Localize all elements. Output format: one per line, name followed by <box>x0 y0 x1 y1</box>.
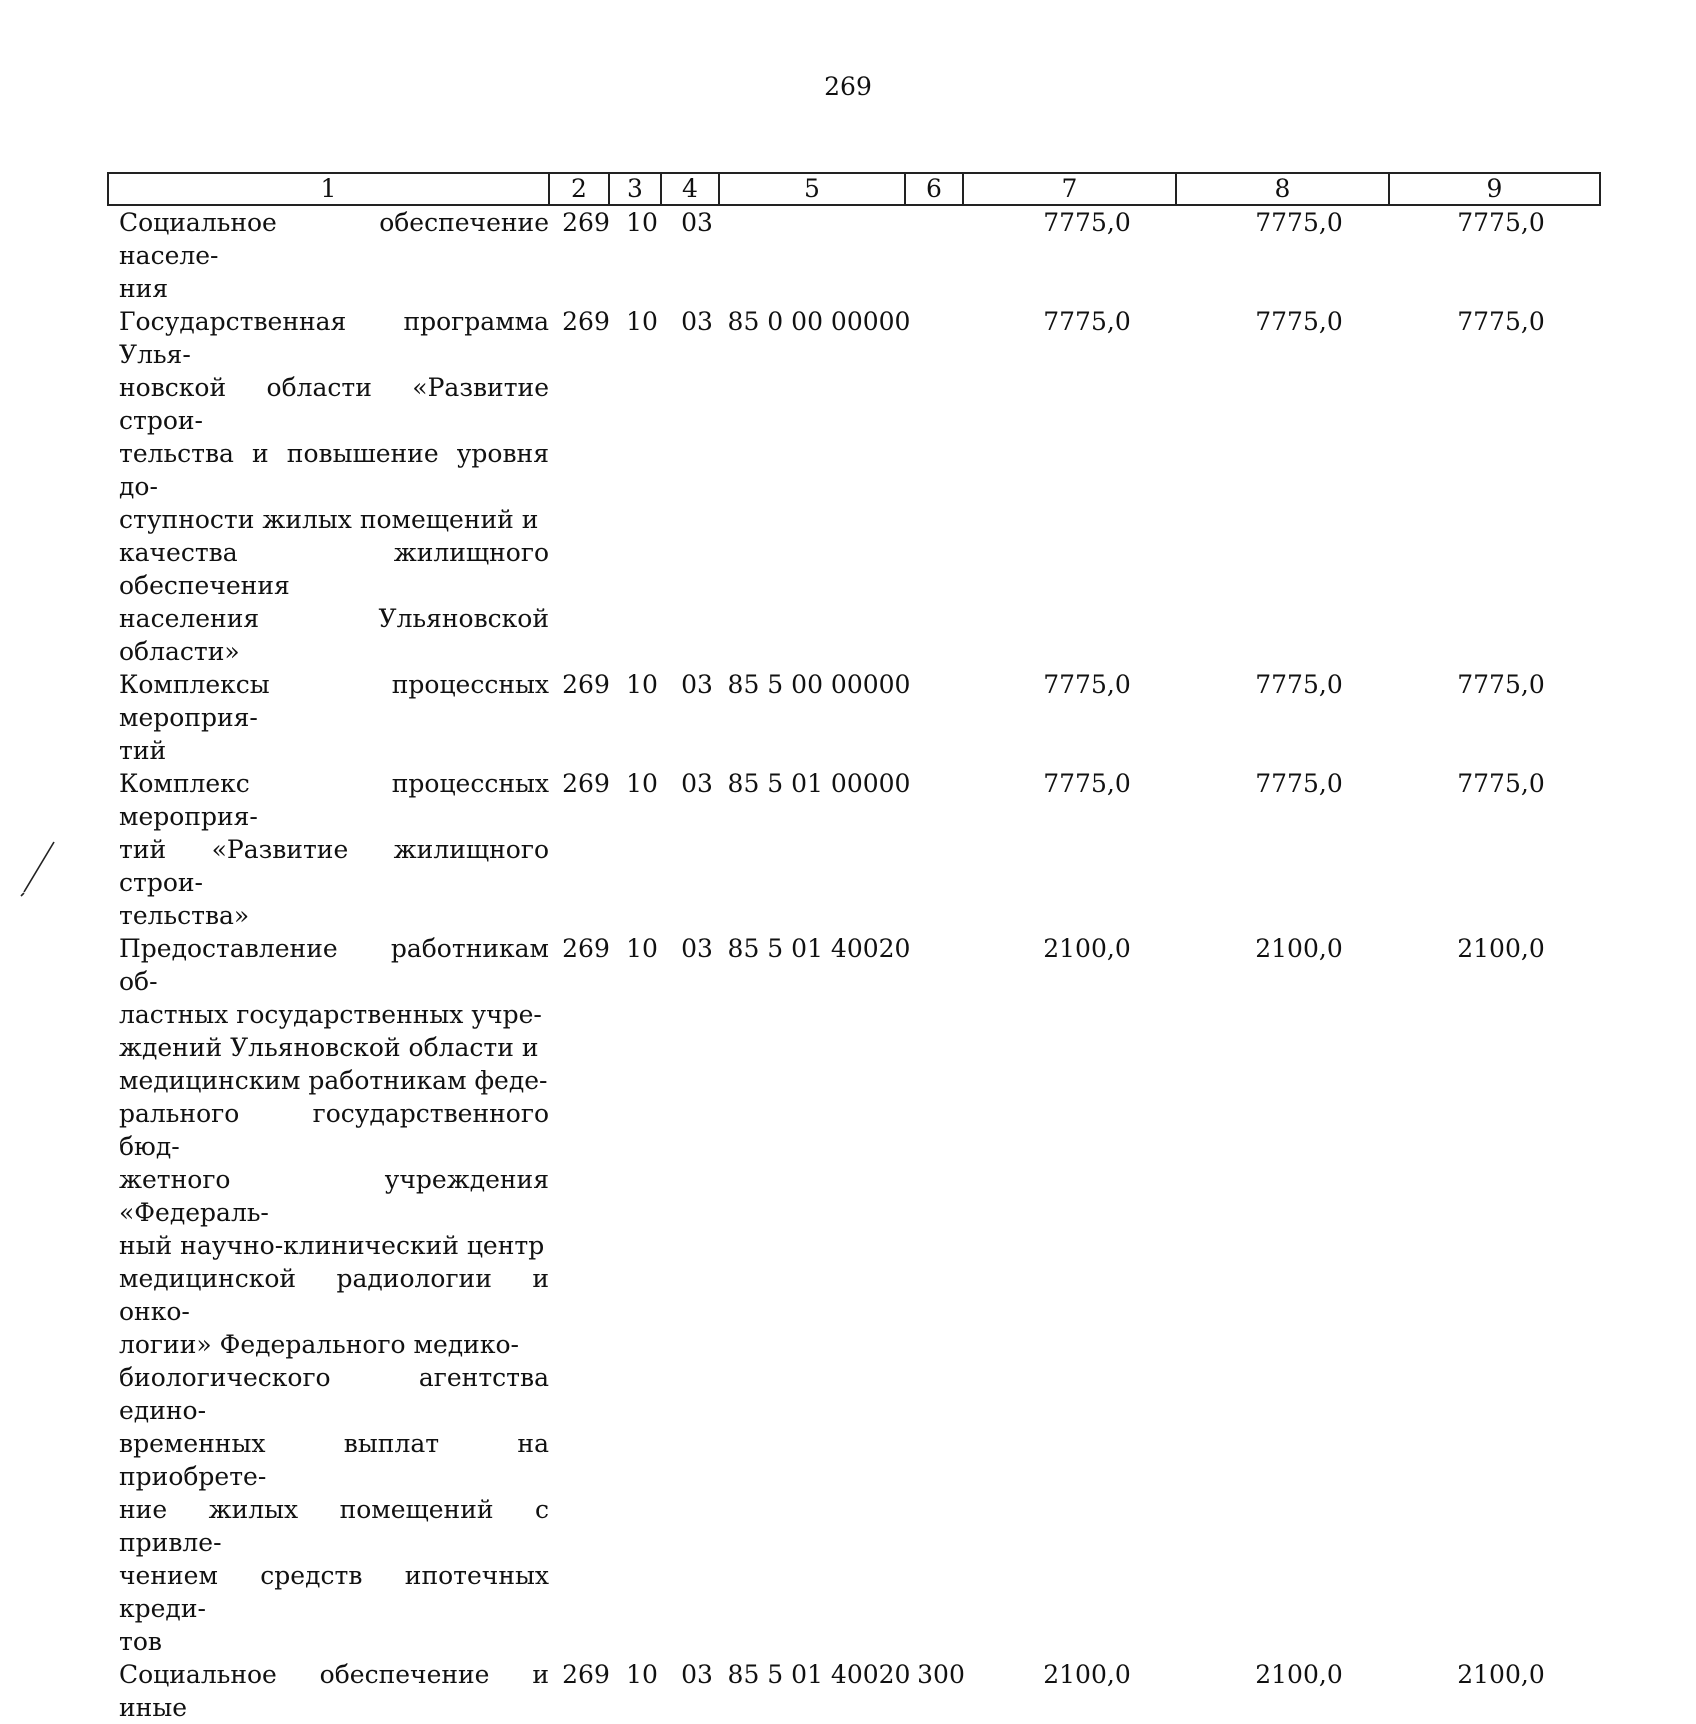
cell-col-7: 7775,0 <box>1043 769 1131 798</box>
cell-col-7: 2100,0 <box>1043 934 1131 963</box>
cell-col-2: 269 <box>562 769 610 798</box>
cell-col-6: 300 <box>917 1660 965 1689</box>
cell-col-9: 7775,0 <box>1457 208 1545 237</box>
row-name: Социальное обеспечение населе- ния <box>119 208 549 303</box>
cell-col-3: 10 <box>626 208 658 237</box>
cell-col-4: 03 <box>681 1660 713 1689</box>
cell-col-4: 03 <box>681 208 713 237</box>
column-header-table <box>107 172 1601 206</box>
cell-col-3: 10 <box>626 1660 658 1689</box>
cell-col-7: 7775,0 <box>1043 208 1131 237</box>
cell-col-9: 2100,0 <box>1457 934 1545 963</box>
cell-col-2: 269 <box>562 1660 610 1689</box>
column-header-7: 7 <box>963 173 1176 205</box>
table-row <box>107 668 1599 767</box>
cell-col-8: 7775,0 <box>1255 670 1343 699</box>
cell-col-3: 10 <box>626 307 658 336</box>
column-header-2: 2 <box>549 173 609 205</box>
column-header-9: 9 <box>1389 173 1600 205</box>
cell-col-4: 03 <box>681 769 713 798</box>
cell-col-5: 85 5 01 40020 <box>727 934 911 963</box>
column-header-1: 1 <box>108 173 549 205</box>
table-row <box>107 767 1599 932</box>
cell-col-2: 269 <box>562 208 610 237</box>
cell-col-5: 85 5 00 00000 <box>727 670 911 699</box>
column-header-8: 8 <box>1176 173 1389 205</box>
cell-col-5: 85 0 00 00000 <box>727 307 911 336</box>
table-row <box>107 305 1599 668</box>
cell-col-9: 7775,0 <box>1457 307 1545 336</box>
cell-col-2: 269 <box>562 934 610 963</box>
cell-col-9: 2100,0 <box>1457 1660 1545 1689</box>
row-name: Социальное обеспечение и иные <box>119 1660 549 1722</box>
cell-col-5: 85 5 01 00000 <box>727 769 911 798</box>
cell-col-8: 2100,0 <box>1255 934 1343 963</box>
table-body <box>107 206 1599 1724</box>
column-header-6: 6 <box>905 173 963 205</box>
row-name: Государственная программа Улья- новской области «Развитие строи- тельства и повышение уровня до- ступности жилых помещений и качества жилищного обеспечения населения Ульяновской области» <box>119 307 549 666</box>
cell-col-5: 85 5 01 40020 <box>727 1660 911 1689</box>
cell-col-7: 7775,0 <box>1043 670 1131 699</box>
cell-col-4: 03 <box>681 307 713 336</box>
cell-col-7: 7775,0 <box>1043 307 1131 336</box>
cell-col-7: 2100,0 <box>1043 1660 1131 1689</box>
cell-col-8: 2100,0 <box>1255 1660 1343 1689</box>
table-row <box>107 932 1599 1658</box>
cell-col-2: 269 <box>562 307 610 336</box>
cell-col-8: 7775,0 <box>1255 769 1343 798</box>
page-number: 269 <box>824 72 872 101</box>
column-header-5: 5 <box>719 173 905 205</box>
table-row <box>107 1658 1599 1724</box>
table-row <box>107 206 1599 305</box>
cell-col-3: 10 <box>626 934 658 963</box>
cell-col-2: 269 <box>562 670 610 699</box>
column-header-row <box>108 173 1600 205</box>
cell-col-8: 7775,0 <box>1255 307 1343 336</box>
pen-stroke-mark <box>18 840 58 898</box>
cell-col-4: 03 <box>681 934 713 963</box>
cell-col-3: 10 <box>626 670 658 699</box>
row-name: Комплекс процессных мероприя- тий «Развитие жилищного строи- тельства» <box>119 769 549 930</box>
cell-col-8: 7775,0 <box>1255 208 1343 237</box>
cell-col-3: 10 <box>626 769 658 798</box>
cell-col-9: 7775,0 <box>1457 769 1545 798</box>
column-header-3: 3 <box>609 173 661 205</box>
row-name: Предоставление работникам об- ластных государственных учре- ждений Ульяновской области и медицинским работникам феде- рального государственного бюд- жетного учреждения «Федераль- ный научно-клинический центр медицинской радиологии и онко- логии» Федерального медико- биологического агентства едино- временных выплат на приобрете- ние жилых помещений с привле- чением средств ипотечных креди- тов <box>119 934 549 1656</box>
cell-col-9: 7775,0 <box>1457 670 1545 699</box>
column-header-4: 4 <box>661 173 719 205</box>
cell-col-4: 03 <box>681 670 713 699</box>
row-name: Комплексы процессных мероприя- тий <box>119 670 549 765</box>
